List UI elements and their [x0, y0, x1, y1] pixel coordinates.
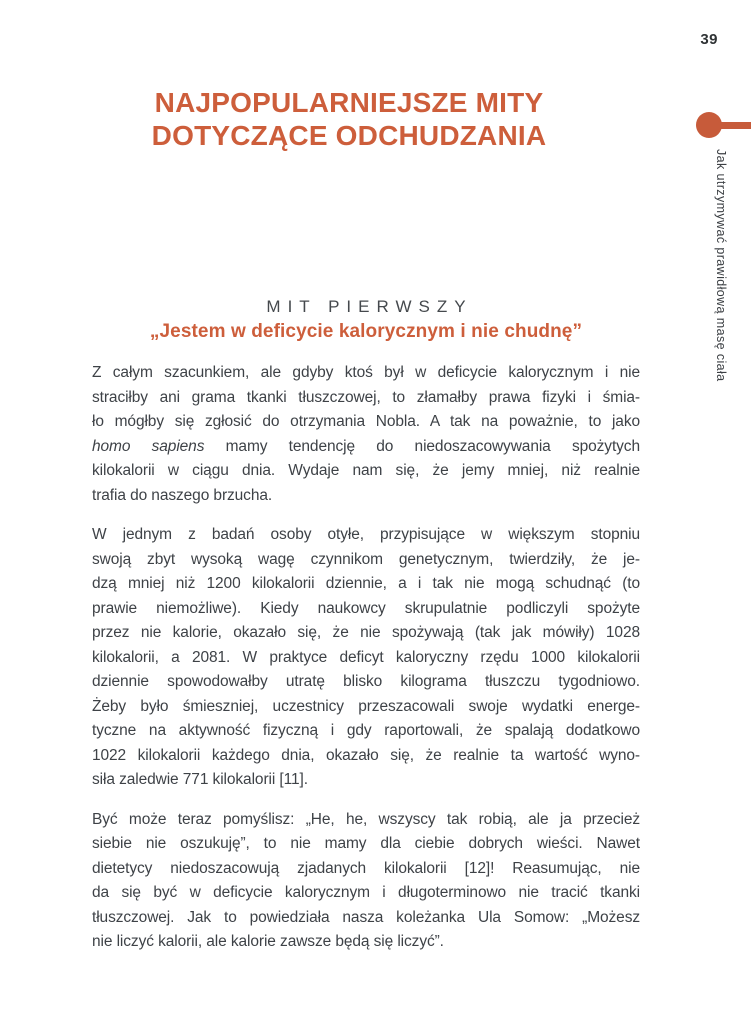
- chapter-marker: [696, 112, 751, 138]
- text-line: przez nie kalorie, okazało się, że nie spożywają (tak jak mówiły) 1028: [92, 624, 640, 641]
- text-line: siła zaledwie 771 kilokalorii [11].: [92, 771, 308, 788]
- text-line: prawie niemożliwe). Kiedy naukowcy skrupulatnie podliczyli spożyte: [92, 599, 640, 617]
- text-line: Być może teraz pomyślisz: „He, he, wszyscy tak robią, ale ja przecież: [92, 810, 640, 828]
- text-line: swoją zbyt wysoką wagę czynnikom genetycznym, twierdziły, że je-: [92, 550, 640, 568]
- text-line: dziennie spowodowałby utratę blisko kilograma tłuszczu tygodniowo.: [92, 673, 640, 690]
- paragraph-3: [92, 808, 640, 955]
- text-line-rest: mamy tendencję do niedoszacowywania spożytych: [225, 437, 640, 455]
- page-title-line2: DOTYCZĄCE ODCHUDZANIA: [151, 120, 547, 151]
- chapter-side-label: Jak utrzymywać prawidłową masę ciała: [714, 149, 728, 382]
- article-body: [92, 361, 640, 970]
- text-line: straciłby ani grama tkanki tłuszczowej, to złamałby prawa fizyki i śmia-: [92, 388, 640, 406]
- text-line: 1022 kilokalorii każdego dnia, okazało się, że realnie ta wartość wyno-: [92, 746, 640, 764]
- text-line: W jednym z badań osoby otyłe, przypisujące w większym stopniu: [92, 526, 640, 543]
- text-line: dietetycy niedoszacowują zjadanych kilokalorii [12]! Reasumując, nie: [92, 859, 640, 877]
- chapter-rule: [718, 122, 751, 129]
- text-line: tłuszczowej. Jak to powiedziała nasza koleżanka Ula Somow: „Możesz: [92, 908, 640, 926]
- text-line: nie liczyć kalorii, ale kalorie zawsze będą się liczyć”.: [92, 933, 444, 950]
- paragraph-1: [92, 361, 640, 508]
- text-line: siebie nie oszukuję”, to nie mamy dla ciebie dobrych wieści. Nawet: [92, 835, 640, 852]
- page-title-line1: NAJPOPULARNIEJSZE MITY: [154, 87, 544, 118]
- section-subtitle: „Jestem w deficycie kalorycznym i nie chudnę”: [149, 321, 583, 342]
- text-line: tyczne na aktywność fizyczną i gdy raportowali, że spalają dodatkowo: [92, 722, 640, 739]
- paragraph-2: [92, 523, 640, 793]
- text-line: kilokalorii, a 2081. W praktyce deficyt kaloryczny rzędu 1000 kilokalorii: [92, 648, 640, 666]
- page-title: [75, 86, 623, 152]
- text-line: da się być w deficycie kalorycznym i długoterminowo nie tracić tkanki: [92, 884, 640, 901]
- latin-term: homo sapiens: [92, 437, 205, 455]
- text-line: kilokalorii w ciągu dnia. Wydaje nam się, że jemy mniej, niż realnie: [92, 462, 640, 479]
- section-kicker: MIT PIERWSZY: [266, 297, 473, 316]
- text-line: Z całym szacunkiem, ale gdyby ktoś był w deficycie kalorycznym i nie: [92, 364, 640, 381]
- text-line: dzą mniej niż 1200 kilokalorii dziennie, a i tak nie mogą schudnąć (to: [92, 575, 640, 592]
- page-number: 39: [700, 31, 718, 48]
- text-line: trafia do naszego brzucha.: [92, 486, 273, 504]
- text-line: [92, 435, 640, 460]
- text-line: ło mógłby się zgłosić do otrzymania Nobla. A tak na poważnie, to jako: [92, 413, 640, 430]
- text-line: Żeby było śmieszniej, uczestnicy przeszacowali swoje wydatki energe-: [92, 697, 640, 715]
